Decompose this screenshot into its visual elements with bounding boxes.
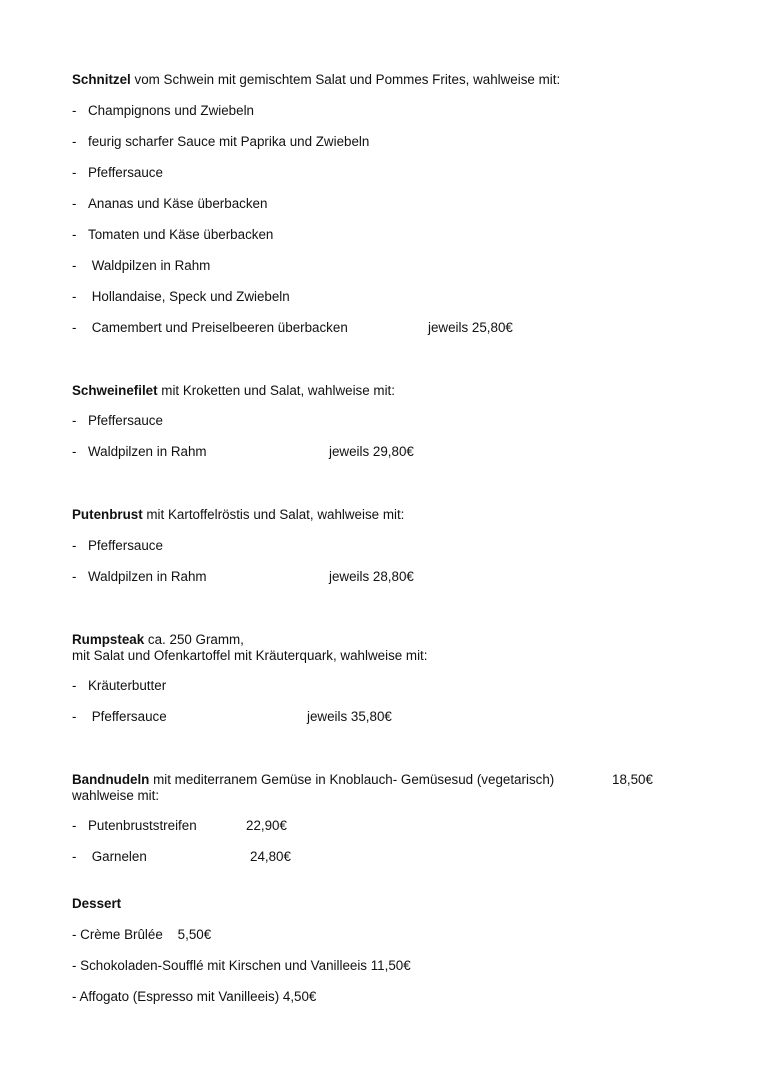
dish-description: mit Kroketten und Salat, wahlweise mit: (157, 383, 395, 398)
dish-description: mit mediterranem Gemüse in Knoblauch- Gemüsesud (vegetarisch) (149, 772, 555, 787)
bandnudeln-heading (72, 772, 554, 788)
option-label: Pfeffersauce (88, 413, 163, 428)
option-label: Kräuterbutter (88, 678, 167, 693)
price-label: 22,90€ (246, 818, 287, 833)
list-item: - Schokoladen-Soufflé mit Kirschen und Vanilleeis 11,50€ (72, 958, 411, 973)
option-label: Hollandaise, Speck und Zwiebeln (88, 289, 290, 304)
bandnudeln-description-2: wahlweise mit: (72, 788, 160, 803)
dish-description: ca. 250 Gramm, (144, 632, 244, 647)
option-label: Pfeffersauce (88, 709, 167, 724)
option-label: Garnelen (88, 849, 147, 864)
list-item: - Kräuterbutter (72, 678, 167, 693)
option-label: Champignons und Zwiebeln (88, 103, 254, 118)
dish-description: vom Schwein mit gemischtem Salat und Pommes Frites, wahlweise mit: (130, 72, 561, 87)
option-label: Putenbruststreifen (88, 818, 197, 833)
price-label: 18,50€ (612, 772, 653, 787)
price-label: jeweils 35,80€ (307, 709, 392, 724)
list-item: - Putenbruststreifen (72, 818, 197, 833)
option-label: Tomaten und Käse überbacken (88, 227, 274, 242)
list-item: - Waldpilzen in Rahm (72, 569, 207, 584)
rumpsteak-heading (72, 632, 244, 648)
dish-name: Rumpsteak (72, 632, 145, 647)
list-item: - Crème Brûlée 5,50€ (72, 927, 212, 942)
dessert-heading: Dessert (72, 896, 122, 911)
price-label: jeweils 25,80€ (428, 320, 513, 335)
option-label: Pfeffersauce (88, 165, 163, 180)
price-label: 24,80€ (250, 849, 291, 864)
price-label: jeweils 29,80€ (329, 444, 414, 459)
list-item: - Ananas und Käse überbacken (72, 196, 268, 211)
schweinefilet-heading (72, 383, 395, 399)
dish-name: Schnitzel (72, 72, 131, 87)
list-item: - Waldpilzen in Rahm (72, 258, 211, 273)
option-label: Waldpilzen in Rahm (88, 258, 211, 273)
list-item: - Champignons und Zwiebeln (72, 103, 254, 118)
list-item: - Camembert und Preiselbeeren überbacken (72, 320, 348, 335)
list-item: - Pfeffersauce (72, 538, 163, 553)
dish-description: mit Kartoffelröstis und Salat, wahlweise mit: (142, 507, 405, 522)
option-label: Waldpilzen in Rahm (88, 569, 207, 584)
dish-name: Schweinefilet (72, 383, 158, 398)
option-label: Waldpilzen in Rahm (88, 444, 207, 459)
list-item: - Garnelen (72, 849, 147, 864)
list-item: - Affogato (Espresso mit Vanilleeis) 4,50€ (72, 989, 317, 1004)
option-label: feurig scharfer Sauce mit Paprika und Zwiebeln (88, 134, 370, 149)
dish-name: Bandnudeln (72, 772, 150, 787)
list-item: - Pfeffersauce (72, 413, 163, 428)
rumpsteak-description-2: mit Salat und Ofenkartoffel mit Kräuterquark, wahlweise mit: (72, 648, 428, 663)
dish-name: Putenbrust (72, 507, 143, 522)
schnitzel-heading (72, 72, 560, 88)
putenbrust-heading (72, 507, 404, 523)
list-item: - Hollandaise, Speck und Zwiebeln (72, 289, 290, 304)
list-item: - feurig scharfer Sauce mit Paprika und Zwiebeln (72, 134, 370, 149)
option-label: Ananas und Käse überbacken (88, 196, 268, 211)
list-item: - Waldpilzen in Rahm (72, 444, 207, 459)
option-label: Camembert und Preiselbeeren überbacken (88, 320, 348, 335)
price-label: jeweils 28,80€ (329, 569, 414, 584)
list-item: - Tomaten und Käse überbacken (72, 227, 274, 242)
list-item: - Pfeffersauce (72, 165, 163, 180)
list-item: - Pfeffersauce (72, 709, 167, 724)
option-label: Pfeffersauce (88, 538, 163, 553)
